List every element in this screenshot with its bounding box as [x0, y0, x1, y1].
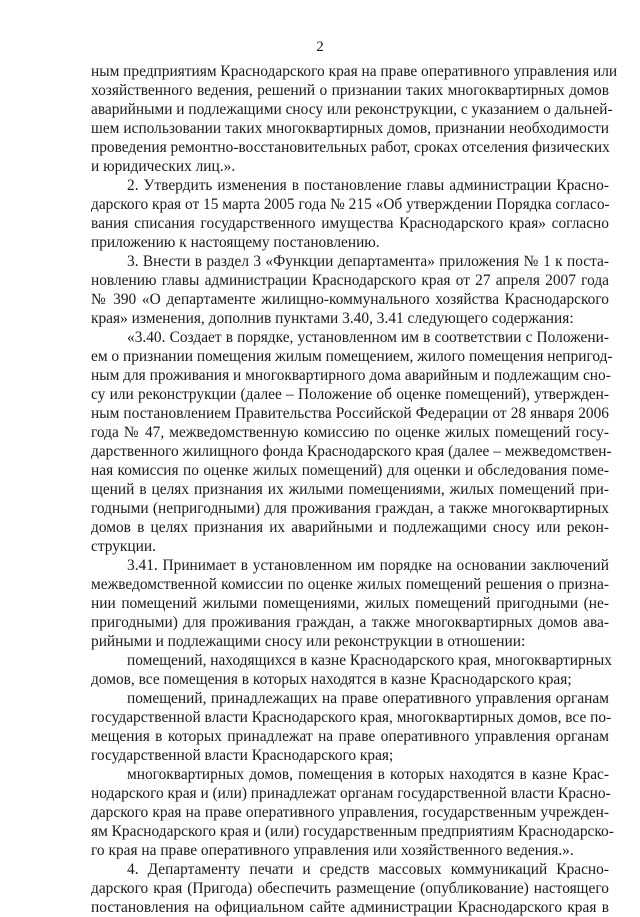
text-line: шем использовании таких многоквартирных домов, признании необходимости — [91, 120, 609, 137]
text-line: края» изменения, дополнив пунктами 3.40, 3.41 следующего содержания: — [91, 310, 574, 327]
text-line: 2. Утвердить изменения в постановление главы администрации Красно- — [127, 177, 609, 194]
text-line: проведения ремонтно-восстановительных работ, сроках отселения физических — [91, 139, 610, 156]
text-line: нии помещений жилыми помещениями, жилых помещений пригодными (не- — [91, 595, 609, 612]
text-line: су или реконструкции (далее – Положение об оценке помещений), утвержден- — [91, 386, 609, 403]
text-line: 3.41. Принимает в установленном им порядке на основании заключений — [127, 557, 609, 574]
text-line: дарского края на праве оперативного управления, государственным учрежден- — [91, 804, 609, 821]
text-line: нодарского края и (или) принадлежат органам государственной власти Красно- — [91, 785, 611, 802]
text-line: «3.40. Создает в порядке, установленном им в соответствии с Положени- — [127, 329, 609, 346]
text-line: годными (непригодными) для проживания граждан, а также многоквартирных — [91, 500, 609, 517]
text-line: ем о признании помещения жилым помещением, жилого помещения непригод- — [91, 348, 613, 365]
text-line: го края на праве оперативного управления или хозяйственного ведения.». — [91, 842, 574, 859]
text-line: вания списания государственного имущества Краснодарского края» согласно — [91, 215, 609, 232]
text-line: № 390 «О департаменте жилищно-коммунального хозяйства Краснодарского — [91, 291, 609, 308]
text-line: аварийными и подлежащими сносу или реконструкции, с указанием о дальней- — [91, 101, 613, 118]
text-line: новлению главы администрации Краснодарского края от 27 апреля 2007 года — [91, 272, 609, 289]
text-line: струкции. — [91, 538, 156, 555]
text-line: ным постановлением Правительства Российской Федерации от 28 января 2006 — [91, 405, 609, 422]
text-line: государственной власти Краснодарского края, многоквартирных домов, все по- — [91, 709, 612, 726]
text-line: пригодными) для проживания граждан, а также многоквартирных домов ава- — [91, 614, 609, 631]
text-line: государственной власти Краснодарского края; — [91, 747, 394, 764]
text-line: многоквартирных домов, помещения в которых находятся в казне Крас- — [127, 766, 609, 783]
text-line: мещения в которых принадлежат на праве оперативного управления органам — [91, 728, 609, 745]
text-line: и юридических лиц.». — [91, 158, 236, 175]
text-line: домов, все помещения в которых находятся в казне Краснодарского края; — [91, 671, 572, 688]
text-line: дарственного жилищного фонда Краснодарского края (далее – межведомствен- — [91, 443, 612, 460]
text-line: дарского края (Пригода) обеспечить размещение (опубликование) настоящего — [91, 880, 609, 897]
text-line: 3. Внести в раздел 3 «Функции департамента» приложения № 1 к поста- — [127, 253, 609, 270]
text-line: ным предприятиям Краснодарского края на праве оперативного управления или — [91, 63, 618, 80]
text-line: щений в целях признания их жилыми помещениями, жилых помещений при- — [91, 481, 609, 498]
text-line: хозяйственного ведения, решений о признании таких многоквартирных домов — [91, 82, 609, 99]
page-number: 2 — [316, 39, 324, 55]
text-line: рийными и подлежащими сносу или реконструкции в отношении: — [91, 633, 526, 650]
text-line: межведомственной комиссии по оценке жилых помещений решения о призна- — [91, 576, 609, 593]
text-line: 4. Департаменту печати и средств массовых коммуникаций Красно- — [127, 861, 609, 878]
text-line: домов в целях признания их аварийными и подлежащими сносу или рекон- — [91, 519, 609, 536]
text-line: приложению к настоящему постановлению. — [91, 234, 380, 251]
text-line: года № 47, межведомственную комиссию по оценке жилых помещений госу- — [91, 424, 609, 441]
text-line: ям Краснодарского края и (или) государственным предприятиям Краснодарско- — [91, 823, 614, 840]
text-line: постановления на официальном сайте администрации Краснодарского края в — [91, 899, 609, 916]
text-line: дарского края от 15 марта 2005 года № 215 «Об утверждении Порядка согласо- — [91, 196, 610, 213]
text-line: помещений, принадлежащих на праве оперативного управления органам — [127, 690, 609, 707]
text-line: помещений, находящихся в казне Краснодарского края, многоквартирных — [127, 652, 612, 669]
text-line: ным для проживания и многоквартирного дома аварийным и подлежащим сно- — [91, 367, 611, 384]
text-line: ная комиссия по оценке жилых помещений) для оценки и обследования поме- — [91, 462, 609, 479]
